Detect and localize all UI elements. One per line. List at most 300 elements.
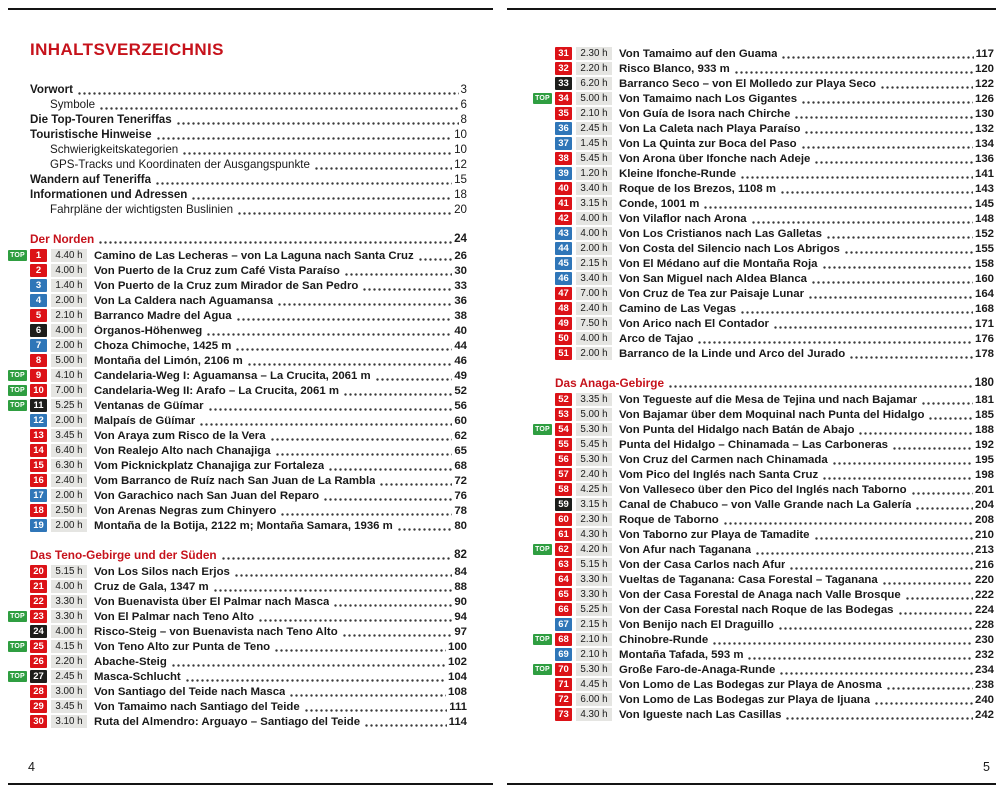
tour-page-number: 148 <box>974 212 994 225</box>
dot-leader <box>751 214 973 226</box>
tour-page-number: 38 <box>454 309 467 322</box>
dot-leader <box>880 79 973 91</box>
tour-page-number: 33 <box>454 279 467 292</box>
top-badge-slot <box>533 273 555 284</box>
tour-duration: 5.25 h <box>576 603 612 616</box>
tour-row <box>533 647 994 662</box>
tour-title: Camino de Las Vegas <box>619 302 737 315</box>
top-badge-slot <box>533 499 555 510</box>
top-badge: TOP <box>533 544 552 555</box>
tour-page-number: 46 <box>454 354 467 367</box>
dot-leader <box>811 274 973 286</box>
dot-leader <box>182 145 452 157</box>
tour-number: 11 <box>30 399 47 412</box>
toc-entry-label: Fahrpläne der wichtigsten Buslinien <box>50 203 234 216</box>
top-badge-slot <box>8 370 30 381</box>
tour-duration: 6.30 h <box>51 459 87 472</box>
top-badge-slot <box>8 566 30 577</box>
top-badge-slot <box>533 198 555 209</box>
tour-number: 5 <box>30 309 47 322</box>
top-badge-slot <box>8 325 30 336</box>
tour-duration: 3.35 h <box>576 393 612 406</box>
dot-leader <box>801 94 973 106</box>
top-badge-slot <box>8 626 30 637</box>
tour-title: Von Tamaimo nach Los Gigantes <box>619 92 798 105</box>
dot-leader <box>804 124 973 136</box>
tour-duration: 5.45 h <box>576 438 612 451</box>
tour-number: 23 <box>30 610 47 623</box>
dot-leader <box>333 597 452 609</box>
tour-row <box>8 248 467 263</box>
tour-title: Von Puerto de la Cruz zum Café Vista Paraíso <box>94 264 340 277</box>
top-badge-slot <box>533 108 555 119</box>
tour-number: 26 <box>30 655 47 668</box>
toc-entry <box>8 202 467 217</box>
dot-leader <box>832 455 973 467</box>
tour-duration: 4.00 h <box>576 227 612 240</box>
dot-leader <box>379 476 452 488</box>
tour-page-number: 30 <box>454 264 467 277</box>
toc-entry <box>8 142 467 157</box>
dot-leader <box>712 635 973 647</box>
tour-title: Von Puerto de la Cruz zum Mirador de San Pedro <box>94 279 359 292</box>
tour-row <box>8 368 467 383</box>
tour-row <box>533 632 994 647</box>
dot-leader <box>822 470 973 482</box>
bottom-border-line-right <box>507 783 996 785</box>
top-badge: TOP <box>533 424 552 435</box>
tour-number: 58 <box>555 483 572 496</box>
tour-title: Ventanas de Güímar <box>94 399 204 412</box>
top-badge-slot <box>533 454 555 465</box>
tour-page-number: 40 <box>454 324 467 337</box>
tour-duration: 2.45 h <box>51 670 87 683</box>
top-badge-slot <box>533 484 555 495</box>
tour-number: 13 <box>30 429 47 442</box>
top-badge-slot <box>8 656 30 667</box>
dot-leader <box>277 296 452 308</box>
top-badge-slot <box>8 415 30 426</box>
tour-page-number: 102 <box>447 655 467 668</box>
tour-row <box>533 662 994 677</box>
dot-leader <box>236 311 453 323</box>
tour-title: Von Bajamar über dem Moquinal nach Punta del Hidalgo <box>619 408 925 421</box>
tour-page-number: 234 <box>974 663 994 676</box>
tour-number: 31 <box>555 47 572 60</box>
dot-leader <box>176 115 459 127</box>
dot-leader <box>235 341 452 353</box>
tour-number: 39 <box>555 167 572 180</box>
top-badge: TOP <box>533 634 552 645</box>
tour-page-number: 201 <box>974 483 994 496</box>
tour-number: 1 <box>30 249 47 262</box>
tour-title: Von Afur nach Taganana <box>619 543 752 556</box>
dot-leader <box>155 175 452 187</box>
tour-duration: 3.45 h <box>51 429 87 442</box>
dot-leader <box>314 160 452 172</box>
tour-title: Kleine Ifonche-Runde <box>619 167 737 180</box>
tour-title: Cruz de Gala, 1347 m <box>94 580 209 593</box>
section-heading-row <box>8 547 467 562</box>
tour-number: 53 <box>555 408 572 421</box>
toc-entry-page: 10 <box>454 128 467 141</box>
top-badge-slot <box>8 581 30 592</box>
tour-number: 36 <box>555 122 572 135</box>
tour-number: 60 <box>555 513 572 526</box>
toc-entry-page: 6 <box>460 98 467 111</box>
tour-title: Von El Médano auf die Montaña Roja <box>619 257 818 270</box>
tour-duration: 4.25 h <box>576 483 612 496</box>
tour-number: 15 <box>30 459 47 472</box>
tour-row <box>8 609 467 624</box>
tour-number: 56 <box>555 453 572 466</box>
dot-leader <box>789 560 973 572</box>
table-of-contents-title: INHALTSVERZEICHNIS <box>30 40 224 59</box>
tour-title: Von Arona über Ifonche nach Adeje <box>619 152 811 165</box>
tour-row <box>533 166 994 181</box>
top-badge-slot <box>8 340 30 351</box>
tour-page-number: 230 <box>974 633 994 646</box>
tour-duration: 3.00 h <box>51 685 87 698</box>
top-badge-slot <box>533 679 555 690</box>
tour-title: Chinobre-Runde <box>619 633 709 646</box>
tour-title: Von Los Cristianos nach Las Galletas <box>619 227 822 240</box>
tour-duration: 1.20 h <box>576 167 612 180</box>
tour-row <box>533 452 994 467</box>
tour-page-number: 130 <box>974 107 994 120</box>
tour-duration: 2.10 h <box>576 633 612 646</box>
top-badge: TOP <box>8 385 27 396</box>
top-badge-slot <box>533 258 555 269</box>
top-badge-slot <box>533 709 555 720</box>
dot-leader <box>886 680 973 692</box>
tour-duration: 3.45 h <box>51 700 87 713</box>
dot-leader <box>375 371 453 383</box>
tour-row <box>8 624 467 639</box>
tour-title: Von Vilaflor nach Arona <box>619 212 747 225</box>
top-badge-slot <box>533 123 555 134</box>
tour-title: Von Cruz del Carmen nach Chinamada <box>619 453 828 466</box>
tour-row <box>8 669 467 684</box>
tour-number: 20 <box>30 565 47 578</box>
tour-title: Canal de Chabuco – von Valle Grande nach La Galería <box>619 498 912 511</box>
toc-entry <box>8 97 467 112</box>
dot-leader <box>275 446 453 458</box>
top-border-line-right <box>507 8 996 10</box>
top-badge-slot <box>8 596 30 607</box>
tour-duration: 2.10 h <box>51 309 87 322</box>
top-badge-slot <box>533 138 555 149</box>
tour-duration: 4.00 h <box>51 625 87 638</box>
dot-leader <box>740 169 973 181</box>
tour-page-number: 84 <box>454 565 467 578</box>
tour-title: Von Taborno zur Playa de Tamadite <box>619 528 810 541</box>
dot-leader <box>794 109 973 121</box>
tour-page-number: 143 <box>974 182 994 195</box>
tour-title: Von Los Silos nach Erjos <box>94 565 230 578</box>
tour-title: Von Realejo Alto nach Chanajiga <box>94 444 271 457</box>
dot-leader <box>921 395 973 407</box>
tour-row <box>8 323 467 338</box>
tour-row <box>8 263 467 278</box>
tour-page-number: 132 <box>974 122 994 135</box>
dot-leader <box>668 378 973 390</box>
tour-row <box>8 383 467 398</box>
tour-number: 51 <box>555 347 572 360</box>
dot-leader <box>773 319 973 331</box>
tour-title: Roque de Taborno <box>619 513 719 526</box>
top-badge-slot <box>8 310 30 321</box>
top-badge-slot <box>533 213 555 224</box>
tour-page-number: 97 <box>454 625 467 638</box>
tour-duration: 6.20 h <box>576 77 612 90</box>
tour-title: Arco de Tajao <box>619 332 694 345</box>
dot-leader <box>814 530 973 542</box>
tour-duration: 2.20 h <box>51 655 87 668</box>
tour-row <box>8 293 467 308</box>
tour-title: Von Costa del Silencio nach Los Abrigos <box>619 242 840 255</box>
tour-title: Risco-Steig – von Buenavista nach Teno Alto <box>94 625 338 638</box>
tour-row <box>533 677 994 692</box>
tour-page-number: 49 <box>454 369 467 382</box>
tour-page-number: 155 <box>974 242 994 255</box>
tour-duration: 5.30 h <box>576 663 612 676</box>
tour-number: 25 <box>30 640 47 653</box>
section-heading: Das Teno-Gebirge und der Süden <box>30 547 217 562</box>
tour-page-number: 52 <box>454 384 467 397</box>
dot-leader <box>915 500 973 512</box>
tour-page-number: 26 <box>454 249 467 262</box>
tour-page-number: 78 <box>454 504 467 517</box>
dot-leader <box>785 710 973 722</box>
tour-number: 32 <box>555 62 572 75</box>
tour-title: Von Tamaimo nach Santiago del Teide <box>94 700 300 713</box>
tour-duration: 6.40 h <box>51 444 87 457</box>
tour-page-number: 240 <box>974 693 994 706</box>
tour-page-number: 232 <box>974 648 994 661</box>
tour-number: 57 <box>555 468 572 481</box>
tour-number: 34 <box>555 92 572 105</box>
toc-entry-page: 3 <box>460 83 467 96</box>
tour-row <box>8 684 467 699</box>
tour-title: Von Santiago del Teide nach Masca <box>94 685 286 698</box>
section-heading-row <box>8 231 467 246</box>
tour-duration: 2.00 h <box>51 294 87 307</box>
tour-row <box>533 572 994 587</box>
top-badge-slot <box>533 93 555 104</box>
top-badge-slot <box>8 701 30 712</box>
tour-duration: 2.00 h <box>51 519 87 532</box>
dot-leader <box>397 521 453 533</box>
tour-page-number: 168 <box>974 302 994 315</box>
dot-leader <box>213 582 453 594</box>
tour-duration: 2.40 h <box>51 474 87 487</box>
tour-page-number: 216 <box>974 558 994 571</box>
tour-page-number: 80 <box>454 519 467 532</box>
tour-title: Vom Barranco de Ruíz nach San Juan de La Rambla <box>94 474 376 487</box>
tour-number: 35 <box>555 107 572 120</box>
tour-duration: 5.45 h <box>576 152 612 165</box>
tour-duration: 3.10 h <box>51 715 87 728</box>
dot-leader <box>247 356 453 368</box>
tour-duration: 4.00 h <box>51 580 87 593</box>
dot-leader <box>289 687 446 699</box>
tour-duration: 3.30 h <box>576 588 612 601</box>
tour-number: 70 <box>555 663 572 676</box>
dot-leader <box>814 154 973 166</box>
tour-duration: 1.45 h <box>576 137 612 150</box>
tour-page-number: 222 <box>974 588 994 601</box>
tour-duration: 2.40 h <box>576 302 612 315</box>
tour-number: 65 <box>555 588 572 601</box>
tour-duration: 5.15 h <box>576 558 612 571</box>
tour-page-number: 72 <box>454 474 467 487</box>
tour-page-number: 65 <box>454 444 467 457</box>
top-badge-slot <box>8 265 30 276</box>
top-badge-slot <box>533 544 555 555</box>
dot-leader <box>723 515 973 527</box>
tour-number: 72 <box>555 693 572 706</box>
toc-entry-page: 8 <box>460 113 467 126</box>
tour-row <box>533 256 994 271</box>
dot-leader <box>858 425 973 437</box>
tour-duration: 4.15 h <box>51 640 87 653</box>
top-badge-slot <box>8 295 30 306</box>
tour-title: Von der Casa Forestal de Anaga nach Valle Brosque <box>619 588 901 601</box>
top-border-line-left <box>8 8 493 10</box>
top-badge-slot <box>8 460 30 471</box>
tour-number: 73 <box>555 708 572 721</box>
top-badge-slot <box>8 355 30 366</box>
dot-leader <box>826 229 973 241</box>
tour-title: Vom Picknickplatz Chanajiga zur Fortaleza <box>94 459 325 472</box>
tour-number: 9 <box>30 369 47 382</box>
top-badge-slot <box>533 664 555 675</box>
tour-number: 2 <box>30 264 47 277</box>
tour-duration: 4.00 h <box>51 264 87 277</box>
tour-duration: 4.30 h <box>576 528 612 541</box>
tour-duration: 3.30 h <box>51 595 87 608</box>
tour-page-number: 88 <box>454 580 467 593</box>
tour-number: 7 <box>30 339 47 352</box>
top-badge-slot <box>8 641 30 652</box>
tour-number: 38 <box>555 152 572 165</box>
tour-row <box>533 557 994 572</box>
top-badge-slot <box>533 694 555 705</box>
tour-page-number: 228 <box>974 618 994 631</box>
top-badge-slot <box>533 348 555 359</box>
tour-title: Malpaís de Güímar <box>94 414 196 427</box>
dot-leader <box>928 410 973 422</box>
tour-number: 71 <box>555 678 572 691</box>
top-badge: TOP <box>533 664 552 675</box>
top-badge-slot <box>8 611 30 622</box>
top-badge-slot <box>8 400 30 411</box>
tour-duration: 7.00 h <box>576 287 612 300</box>
tour-page-number: 145 <box>974 197 994 210</box>
tour-row <box>533 512 994 527</box>
tour-row <box>8 714 467 729</box>
tour-row <box>533 301 994 316</box>
tour-page-number: 181 <box>974 393 994 406</box>
tour-duration: 2.50 h <box>51 504 87 517</box>
tour-number: 28 <box>30 685 47 698</box>
tour-number: 18 <box>30 504 47 517</box>
tour-title: Risco Blanco, 933 m <box>619 62 730 75</box>
tour-duration: 4.10 h <box>51 369 87 382</box>
tour-duration: 5.00 h <box>576 92 612 105</box>
tour-page-number: 204 <box>974 498 994 511</box>
tour-number: 3 <box>30 279 47 292</box>
tour-number: 24 <box>30 625 47 638</box>
tour-page-number: 126 <box>974 92 994 105</box>
dot-leader <box>98 234 452 246</box>
left-toc-column <box>8 231 467 729</box>
tour-title: Von San Miguel nach Aldea Blanca <box>619 272 807 285</box>
top-badge-slot <box>533 589 555 600</box>
top-badge-slot <box>533 604 555 615</box>
tour-duration: 5.00 h <box>576 408 612 421</box>
top-badge-slot <box>533 183 555 194</box>
tour-row <box>8 338 467 353</box>
tour-page-number: 210 <box>974 528 994 541</box>
dot-leader <box>328 461 452 473</box>
dot-leader <box>185 672 446 684</box>
tour-title: Montaña de la Botija, 2122 m; Montaña Samara, 1936 m <box>94 519 393 532</box>
tour-number: 22 <box>30 595 47 608</box>
tour-page-number: 171 <box>974 317 994 330</box>
dot-leader <box>304 702 448 714</box>
tour-title: Große Faro-de-Anaga-Runde <box>619 663 776 676</box>
tour-title: Choza Chimoche, 1425 m <box>94 339 232 352</box>
tour-number: 54 <box>555 423 572 436</box>
tour-row <box>533 527 994 542</box>
tour-number: 59 <box>555 498 572 511</box>
tour-title: Roque de los Brezos, 1108 m <box>619 182 776 195</box>
dot-leader <box>343 386 452 398</box>
tour-page-number: 224 <box>974 603 994 616</box>
tour-duration: 7.00 h <box>51 384 87 397</box>
tour-number: 4 <box>30 294 47 307</box>
tour-number: 30 <box>30 715 47 728</box>
tour-row <box>8 579 467 594</box>
tour-row <box>8 308 467 323</box>
top-badge-slot <box>8 280 30 291</box>
tour-number: 16 <box>30 474 47 487</box>
tour-title: Abache-Steig <box>94 655 167 668</box>
tour-title: Von Arico nach El Contador <box>619 317 769 330</box>
tour-number: 42 <box>555 212 572 225</box>
tour-row <box>533 46 994 61</box>
dot-leader <box>874 695 973 707</box>
tour-row <box>533 151 994 166</box>
top-badge-slot <box>533 78 555 89</box>
tour-row <box>533 181 994 196</box>
dot-leader <box>703 199 973 211</box>
top-badge-slot <box>8 671 30 682</box>
tour-title: Von La Caleta nach Playa Paraíso <box>619 122 801 135</box>
tour-duration: 2.00 h <box>51 339 87 352</box>
tour-row <box>8 398 467 413</box>
tour-page-number: 62 <box>454 429 467 442</box>
tour-row <box>8 413 467 428</box>
tour-row <box>533 241 994 256</box>
tour-page-number: 114 <box>448 715 467 728</box>
dot-leader <box>801 139 973 151</box>
tour-title: Von Benijo nach El Draguillo <box>619 618 774 631</box>
top-badge-slot <box>533 559 555 570</box>
toc-entry-label: Schwierigkeitskategorien <box>50 143 179 156</box>
